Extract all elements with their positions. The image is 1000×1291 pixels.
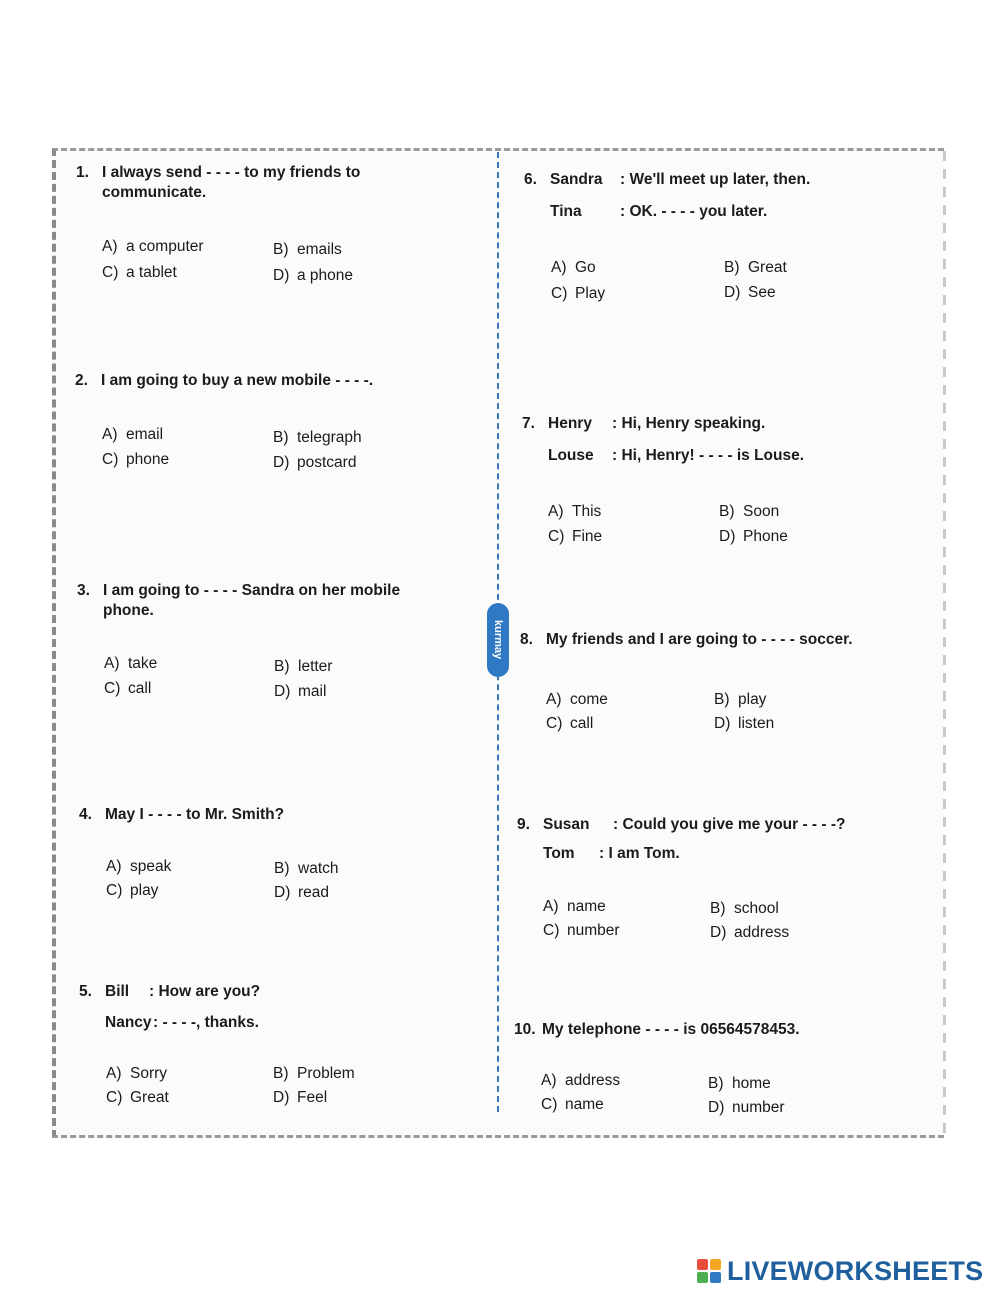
option-a[interactable]: A) address xyxy=(541,1072,621,1089)
question-2 xyxy=(75,371,475,391)
option-c[interactable]: C) Play xyxy=(551,285,606,302)
option-b[interactable]: B) watch xyxy=(274,860,339,877)
question-stem: I am going to buy a new mobile - - - -. xyxy=(101,372,374,389)
option-c[interactable]: C) play xyxy=(106,882,159,899)
dialogue-line: : I am Tom. xyxy=(599,845,680,862)
option-d[interactable]: D) Feel xyxy=(273,1089,328,1106)
question-stem: May I - - - - to Mr. Smith? xyxy=(105,806,285,823)
question-stem-cont: communicate. xyxy=(102,184,207,201)
option-b[interactable]: B) Problem xyxy=(273,1065,355,1082)
question-10 xyxy=(514,1020,914,1040)
question-number: 1. xyxy=(76,164,89,181)
question-number: 9. xyxy=(517,816,530,833)
question-stem: My friends and I are going to - - - - soccer. xyxy=(546,631,853,648)
option-a[interactable]: A) Sorry xyxy=(106,1065,168,1082)
option-d[interactable]: D) number xyxy=(708,1099,785,1116)
question-number: 7. xyxy=(522,415,535,432)
question-number: 8. xyxy=(520,631,533,648)
question-number: 3. xyxy=(77,582,90,599)
option-a[interactable]: A) speak xyxy=(106,858,172,875)
speaker-name: Sandra xyxy=(550,171,603,188)
option-d[interactable]: D) See xyxy=(724,284,776,301)
option-c[interactable]: C) call xyxy=(104,680,152,697)
option-d[interactable]: D) mail xyxy=(274,683,327,700)
question-3 xyxy=(77,581,477,621)
option-c[interactable]: C) Fine xyxy=(548,528,603,545)
dialogue-line: : OK. - - - - you later. xyxy=(620,203,768,220)
speaker-name: Tina xyxy=(550,203,582,220)
option-b[interactable]: B) telegraph xyxy=(273,429,362,446)
option-b[interactable]: B) home xyxy=(708,1075,771,1092)
option-d[interactable]: D) Phone xyxy=(719,528,788,545)
dialogue-line: : How are you? xyxy=(149,983,261,1000)
option-b[interactable]: B) play xyxy=(714,691,767,708)
option-d[interactable]: D) postcard xyxy=(273,454,357,471)
option-c[interactable]: C) call xyxy=(546,715,594,732)
speaker-name: Henry xyxy=(548,415,592,432)
option-b[interactable]: B) emails xyxy=(273,241,342,258)
dialogue-line: : We'll meet up later, then. xyxy=(620,171,811,188)
question-number: 10. xyxy=(514,1021,536,1038)
option-a[interactable]: A) This xyxy=(548,503,602,520)
question-stem-cont: phone. xyxy=(103,602,154,619)
option-c[interactable]: C) number xyxy=(543,922,620,939)
question-stem: I always send - - - - to my friends to xyxy=(102,164,361,181)
speaker-name: Louse xyxy=(548,447,594,464)
option-d[interactable]: D) address xyxy=(710,924,790,941)
dialogue-line: : - - - -, thanks. xyxy=(153,1014,259,1031)
option-c[interactable]: C) phone xyxy=(102,451,170,468)
option-a[interactable]: A) Go xyxy=(551,259,596,276)
dialogue-line: : Hi, Henry! - - - - is Louse. xyxy=(612,447,805,464)
question-number: 5. xyxy=(79,983,92,1000)
dialogue-line: : Hi, Henry speaking. xyxy=(612,415,766,432)
publisher-tab: kurmay xyxy=(487,603,509,677)
option-a[interactable]: A) name xyxy=(543,898,606,915)
option-d[interactable]: D) a phone xyxy=(273,267,354,284)
question-7 xyxy=(522,414,922,466)
speaker-name: Susan xyxy=(543,816,590,833)
option-a[interactable]: A) take xyxy=(104,655,158,672)
speaker-name: Nancy xyxy=(105,1014,152,1031)
speaker-name: Tom xyxy=(543,845,575,862)
question-6 xyxy=(524,170,924,222)
option-b[interactable]: B) school xyxy=(710,900,779,917)
question-stem: I am going to - - - - Sandra on her mobile xyxy=(103,582,401,599)
question-number: 2. xyxy=(75,372,88,389)
question-4 xyxy=(79,805,479,825)
question-number: 6. xyxy=(524,171,537,188)
question-8 xyxy=(520,630,920,650)
question-1 xyxy=(76,163,476,203)
option-b[interactable]: B) Great xyxy=(724,259,787,276)
option-b[interactable]: B) Soon xyxy=(719,503,780,520)
question-stem: My telephone - - - - is 06564578453. xyxy=(542,1021,800,1038)
option-d[interactable]: D) read xyxy=(274,884,330,901)
logo-squares-icon xyxy=(697,1259,721,1283)
question-5 xyxy=(79,982,479,1033)
option-d[interactable]: D) listen xyxy=(714,715,775,732)
option-a[interactable]: A) come xyxy=(546,691,608,708)
option-c[interactable]: C) a tablet xyxy=(102,264,177,281)
speaker-name: Bill xyxy=(105,983,130,1000)
question-9 xyxy=(517,815,917,864)
option-b[interactable]: B) letter xyxy=(274,658,333,675)
option-a[interactable]: A) email xyxy=(102,426,164,443)
question-number: 4. xyxy=(79,806,92,823)
logo-text: LIVEWORKSHEETS xyxy=(727,1255,984,1286)
option-c[interactable]: C) name xyxy=(541,1096,604,1113)
liveworksheets-logo[interactable] xyxy=(697,1256,983,1286)
option-c[interactable]: C) Great xyxy=(106,1089,169,1106)
dialogue-line: : Could you give me your - - - -? xyxy=(613,816,846,833)
option-a[interactable]: A) a computer xyxy=(102,238,204,255)
